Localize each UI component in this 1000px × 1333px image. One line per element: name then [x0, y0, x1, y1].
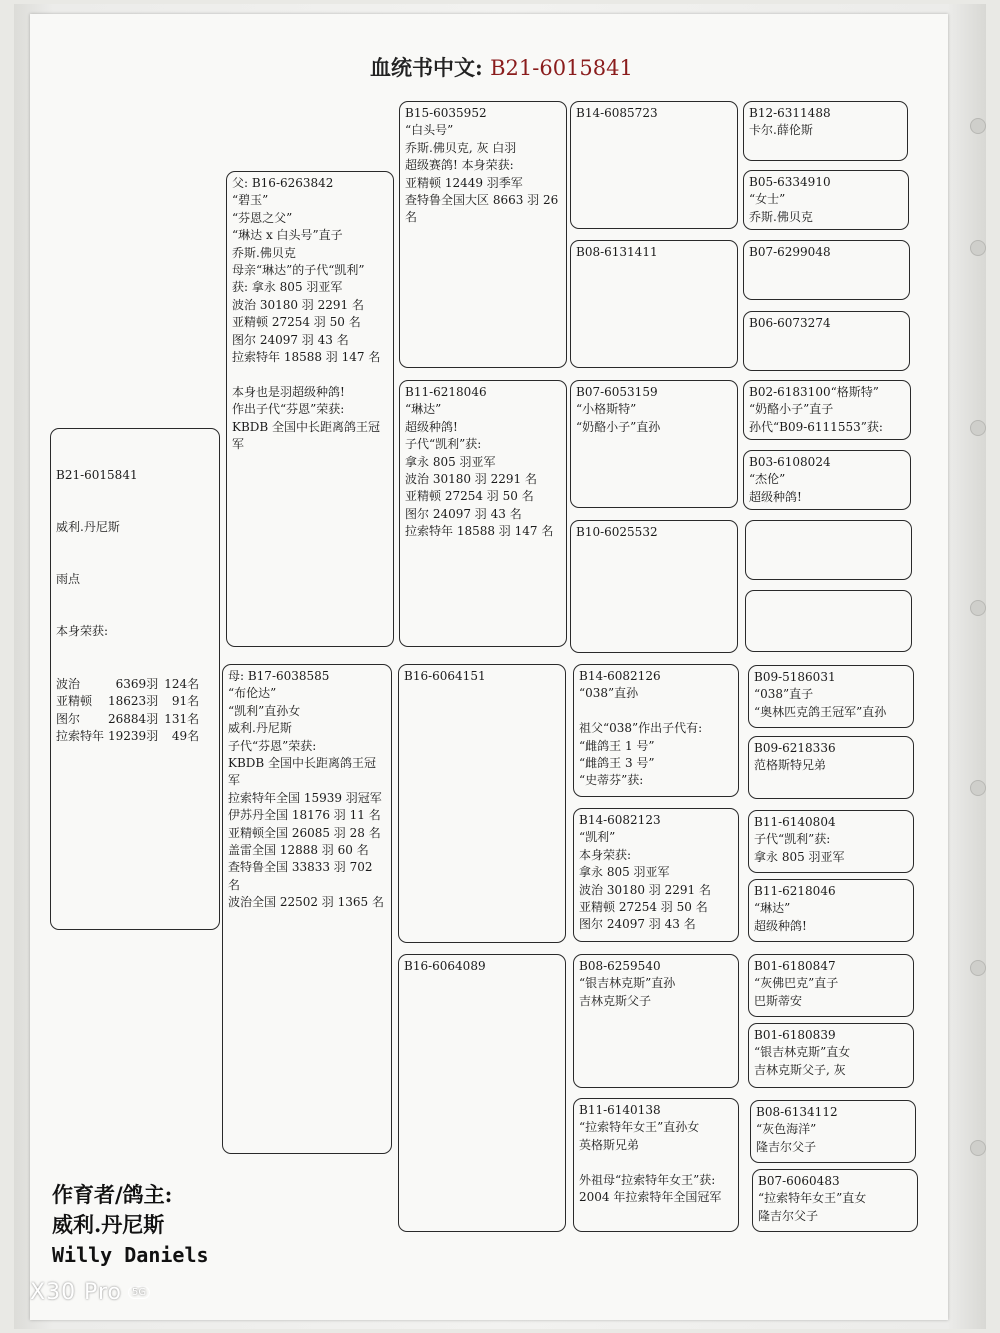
result-count: 6369羽: [115, 676, 159, 691]
gen5-box: [743, 450, 911, 510]
pedigree-line: 外祖母“拉索特年女王”获:: [579, 1172, 716, 1187]
subject-results-table: [56, 676, 199, 746]
dam-box: [222, 664, 392, 1154]
pedigree-line: 超级种鸽!: [749, 489, 802, 504]
pedigree-line: 英格斯兄弟: [579, 1137, 640, 1152]
network-badge: 5G: [128, 1286, 150, 1299]
gen5-box: [743, 101, 908, 161]
pedigree-line: B09-6218336: [754, 741, 836, 755]
pedigree-line: “拉索特年女王”直孙女: [579, 1120, 700, 1135]
pedigree-line: 本身也是羽超级种鸽!: [232, 384, 345, 399]
pedigree-line: “琳达”: [754, 901, 791, 916]
gen5-box: [743, 170, 909, 230]
pedigree-line: 亚精顿 27254 羽 50 名: [579, 900, 708, 915]
gen5-box: [750, 1100, 916, 1163]
pedigree-line: B01-6180839: [754, 1028, 836, 1042]
result-rank: 91名: [171, 694, 200, 709]
pedigree-line: B06-6073274: [749, 316, 831, 330]
gen5-box: [748, 1023, 914, 1088]
pedigree-line: B07-6299048: [749, 245, 831, 259]
pedigree-line: B02-6183100“格斯特”: [749, 385, 879, 399]
pedigree-line: “038”直孙: [579, 686, 639, 701]
pedigree-line: 祖父“038”作出子代有:: [579, 721, 703, 736]
pedigree-line: 图尔 24097 羽 43 名: [579, 917, 696, 932]
pedigree-line: “女士”: [749, 192, 786, 207]
gen4-box: [573, 1098, 739, 1232]
gen5-box: [748, 879, 914, 942]
table-row: [56, 711, 199, 728]
pedigree-line: B15-6035952: [405, 106, 487, 120]
title-ring-number: B21-6015841: [490, 56, 633, 80]
pedigree-line: 乔斯.佛贝克: [749, 209, 813, 224]
gen3-box-paternal-granddam: [399, 380, 567, 647]
pedigree-line: 亚精顿 12449 羽季军: [405, 175, 523, 190]
binder-hole: [970, 600, 986, 616]
pedigree-line: “雌鸽王 1 号”: [579, 738, 655, 753]
pedigree-line: 盖雷全国 12888 羽 60 名: [228, 843, 369, 858]
sire-box: [226, 171, 394, 647]
binder-hole: [970, 960, 986, 976]
pedigree-line: “奥林匹克鸽王冠军”直孙: [754, 704, 887, 719]
pedigree-line: 2004 年拉索特年全国冠军: [579, 1190, 722, 1205]
pedigree-line: [579, 703, 733, 720]
pedigree-line: “银吉林克斯”直女: [754, 1045, 851, 1060]
pedigree-line: 获: 拿永 805 羽亚军: [232, 280, 343, 295]
pedigree-line: 波治 30180 羽 2291 名: [405, 472, 537, 487]
pedigree-line: B09-5186031: [754, 670, 836, 684]
pedigree-line: “雌鸽王 3 号”: [579, 756, 655, 771]
pedigree-line: “布伦达”: [228, 686, 277, 701]
pedigree-line: [232, 366, 388, 383]
result-count: 26884羽: [108, 711, 159, 726]
pedigree-line: 亚精顿 27254 羽 50 名: [232, 315, 361, 330]
breeder-name-en: Willy Daniels: [52, 1243, 209, 1267]
pedigree-line: 母亲“琳达”的子代“凯利”: [232, 263, 365, 278]
pedigree-line: “灰佛巴克”直子: [754, 976, 839, 991]
pedigree-line: 作出子代“芬恩”荣获:: [232, 402, 345, 417]
breeder-label: 作育者/鸽主:: [52, 1182, 173, 1207]
gen4-box: [573, 808, 739, 942]
pedigree-line: 子代“凯利”获:: [405, 437, 482, 452]
gen5-box: [748, 736, 914, 799]
pedigree-line: 巴斯蒂安: [754, 993, 803, 1008]
pedigree-line: [579, 1154, 733, 1171]
gen5-box: [748, 665, 914, 728]
result-place: 亚精顿: [56, 694, 93, 709]
pedigree-line: 拉索特年 18588 羽 147 名: [405, 524, 554, 539]
pedigree-line: B12-6311488: [749, 106, 831, 120]
pedigree-line: “白头号”: [405, 123, 454, 138]
result-rank: 49名: [171, 728, 200, 743]
gen4-box: [573, 664, 739, 797]
page-title: [370, 52, 633, 82]
result-place: 图尔: [56, 711, 81, 726]
pedigree-line: 乔斯.佛贝克, 灰 白羽: [405, 140, 517, 155]
pedigree-line: B05-6334910: [749, 175, 831, 189]
pedigree-line: B11-6140138: [579, 1103, 661, 1117]
subject-line: 雨点: [56, 572, 81, 587]
pedigree-line: 亚精顿全国 26085 羽 28 名: [228, 825, 381, 840]
gen5-box: [748, 954, 914, 1017]
gen4-box: [570, 520, 738, 653]
result-place: 波治: [56, 676, 81, 691]
pedigree-line: “银吉林克斯”直孙: [579, 976, 676, 991]
pedigree-line: 拉索特年全国 15939 羽冠军: [228, 790, 382, 805]
gen5-box: [743, 311, 910, 371]
pedigree-line: 子代“芬恩”荣获:: [228, 738, 317, 753]
pedigree-line: 图尔 24097 羽 43 名: [232, 332, 349, 347]
pedigree-line: 吉林克斯父子, 灰: [754, 1062, 846, 1077]
pedigree-line: B01-6180847: [754, 959, 836, 973]
pedigree-line: 图尔 24097 羽 43 名: [405, 506, 522, 521]
pedigree-line: 查特鲁全国大区 8663 羽 26 名: [405, 193, 563, 225]
pedigree-line: 吉林克斯父子: [579, 993, 652, 1008]
gen4-box: [570, 240, 738, 368]
pedigree-line: 父: B16-6263842: [232, 176, 334, 190]
subject-line: B21-6015841: [56, 467, 138, 482]
title-label: 血统书中文:: [370, 55, 483, 80]
gen4-box: [570, 380, 738, 508]
breeder-name-cn: 威利.丹尼斯: [52, 1212, 165, 1237]
table-row: [56, 728, 199, 745]
gen4-box: [573, 954, 739, 1088]
subject-line: 本身荣获:: [56, 624, 109, 639]
pedigree-line: 超级种鸽!: [405, 419, 458, 434]
binder-hole: [970, 118, 986, 134]
pedigree-line: B11-6218046: [754, 884, 836, 898]
pedigree-line: KBDB 全国中长距离鸽王冠军: [228, 756, 377, 788]
pedigree-line: KBDB 全国中长距离鸽王冠军: [232, 419, 381, 452]
pedigree-line: “038”直子: [754, 687, 814, 702]
pedigree-line: B08-6259540: [579, 959, 661, 973]
result-rank: 124名: [164, 676, 200, 691]
result-place: 拉索特年: [56, 728, 105, 743]
pedigree-line: 乔斯.佛贝克: [232, 245, 296, 260]
result-rank: 131名: [164, 711, 200, 726]
pedigree-line: B14-6085723: [576, 106, 658, 120]
pedigree-line: 本身荣获:: [579, 847, 632, 862]
pedigree-line: 母: B17-6038585: [228, 669, 330, 683]
gen3-box-maternal-grandsire: [398, 664, 566, 943]
pedigree-line: “琳达”: [405, 402, 442, 417]
pedigree-line: B11-6218046: [405, 385, 487, 399]
subject-box: [50, 428, 220, 930]
pedigree-line: 子代“凯利”获:: [754, 832, 831, 847]
pedigree-line: “凯利”: [579, 830, 616, 845]
pedigree-line: “灰色海洋”: [756, 1122, 817, 1137]
breeder-block: [52, 1180, 209, 1270]
pedigree-line: “碧玉”: [232, 193, 269, 208]
pedigree-line: B14-6082126: [579, 669, 661, 683]
pedigree-line: B07-6053159: [576, 385, 658, 399]
pedigree-line: 亚精顿 27254 羽 50 名: [405, 489, 534, 504]
pedigree-line: “凯利”直孙女: [228, 703, 301, 718]
table-row: [56, 693, 199, 710]
pedigree-line: “芬恩之父”: [232, 210, 293, 225]
pedigree-line: 拿永 805 羽亚军: [579, 865, 670, 880]
result-count: 19239羽: [108, 728, 159, 743]
pedigree-line: “小格斯特”: [576, 402, 637, 417]
gen5-box: [748, 810, 914, 873]
gen3-box-maternal-granddam: [398, 954, 566, 1232]
pedigree-line: B16-6064151: [404, 669, 486, 683]
pedigree-line: B10-6025532: [576, 525, 658, 539]
binder-hole: [970, 240, 986, 256]
pedigree-line: 伊苏丹全国 18176 羽 11 名: [228, 808, 381, 823]
pedigree-line: 查特鲁全国 33833 羽 702 名: [228, 860, 377, 892]
pedigree-line: B08-6131411: [576, 245, 658, 259]
pedigree-line: 波治 30180 羽 2291 名: [232, 297, 364, 312]
pedigree-line: 隆吉尔父子: [758, 1208, 819, 1223]
pedigree-line: 威利.丹尼斯: [228, 721, 292, 736]
pedigree-line: 孙代“B09-6111553”获:: [749, 419, 883, 434]
pedigree-line: 超级赛鸽! 本身荣获:: [405, 158, 514, 173]
gen5-box: [743, 240, 910, 300]
pedigree-line: 超级种鸽!: [754, 918, 807, 933]
binder-hole: [970, 1140, 986, 1156]
table-row: [56, 676, 199, 693]
binder-hole: [970, 420, 986, 436]
pedigree-line: 波治全国 22502 羽 1365 名: [228, 895, 384, 910]
pedigree-line: 隆吉尔父子: [756, 1139, 817, 1154]
subject-line: 威利.丹尼斯: [56, 520, 120, 535]
pedigree-line: 范格斯特兄弟: [754, 758, 827, 773]
result-count: 18623羽: [108, 694, 159, 709]
pedigree-line: B14-6082123: [579, 813, 661, 827]
pedigree-line: B11-6140804: [754, 815, 836, 829]
gen5-box: [745, 520, 912, 580]
pedigree-line: 波治 30180 羽 2291 名: [579, 882, 711, 897]
pedigree-line: B07-6060483: [758, 1174, 840, 1188]
pedigree-line: “杰伦”: [749, 472, 786, 487]
camera-model: X30 Pro: [30, 1280, 122, 1305]
pedigree-line: B08-6134112: [756, 1105, 838, 1119]
pedigree-line: “史蒂芬”获:: [579, 773, 644, 788]
gen5-box: [743, 380, 911, 440]
gen5-box: [752, 1169, 918, 1232]
pedigree-line: “奶酪小子”直孙: [576, 419, 661, 434]
pedigree-line: 拉索特年 18588 羽 147 名: [232, 350, 381, 365]
pedigree-line: 卡尔.薛伦斯: [749, 123, 813, 138]
pedigree-line: “琳达 x 白头号”直子: [232, 228, 343, 243]
gen4-box: [570, 101, 738, 229]
camera-watermark: [30, 1280, 150, 1305]
pedigree-line: B16-6064089: [404, 959, 486, 973]
pedigree-line: “奶酪小子”直子: [749, 402, 834, 417]
pedigree-line: 拿永 805 羽亚军: [754, 849, 845, 864]
pedigree-line: B03-6108024: [749, 455, 831, 469]
gen3-box-paternal-grandsire: [399, 101, 567, 368]
pedigree-line: “拉索特年女王”直女: [758, 1191, 867, 1206]
pedigree-line: 拿永 805 羽亚军: [405, 454, 496, 469]
gen5-box: [745, 590, 912, 652]
binder-hole: [970, 780, 986, 796]
